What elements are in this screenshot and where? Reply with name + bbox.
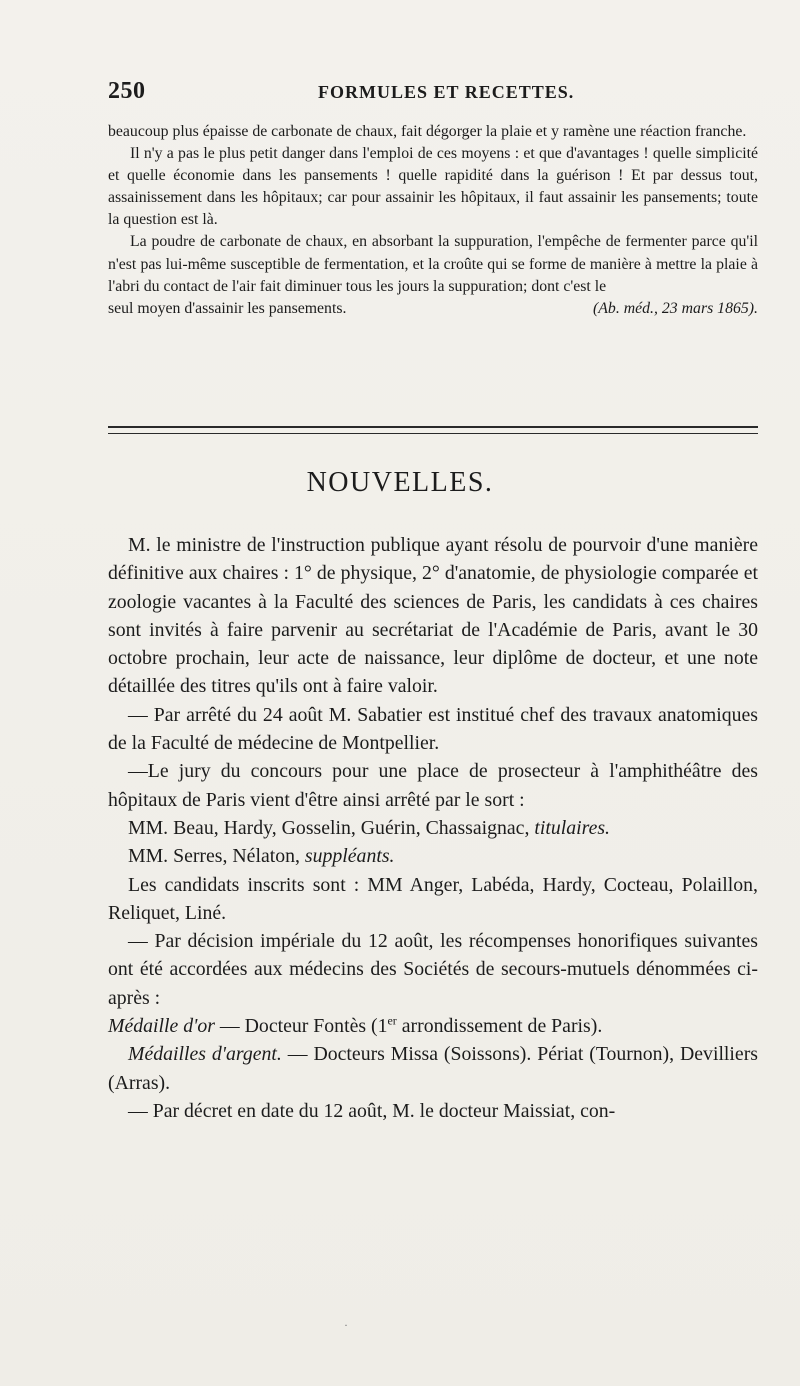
closing-line xyxy=(108,298,758,320)
medal-gold-text-a: — Docteur Fontès (1 xyxy=(214,1015,388,1038)
medal-silver-text: — Docteurs Missa (Soissons). Périat (Tournon), Devilliers (Arras). xyxy=(108,1043,758,1094)
news-paragraph: M. le ministre de l'instruction publique ayant résolu de pourvoir d'une manière définitive aux chaires : 1° de physique, 2° d'anatomie, de physiologie comparée et zoologie vacantes à la Faculté des sciences de Paris, les candidats à ces chaires sont invités à faire parvenir au secrétariat de l'Académie de Paris, avant le 30 octobre prochain, leur acte de naissance, leur diplôme de docteur, et une note détaillée des titres qu'ils ont à faire valoir. xyxy=(108,534,758,698)
jury-titulaires: MM. Beau, Hardy, Gosselin, Guérin, Chassaignac, xyxy=(128,816,535,839)
titulaires-label: titulaires. xyxy=(534,816,611,839)
news-paragraph xyxy=(108,1040,758,1097)
paragraph: beaucoup plus épaisse de carbonate de chaux, fait dégorger la plaie et y ramène une réaction franche. xyxy=(108,123,747,140)
news-paragraph: — Par décision impériale du 12 août, les récompenses honorifiques suivantes ont été accordées aux médecins des Sociétés de secours-mutuels dénommées ci-après : xyxy=(108,930,758,1009)
news-text-block xyxy=(108,531,758,1125)
news-paragraph: — Par arrêté du 24 août M. Sabatier est institué chef des travaux anatomiques de la Faculté de médecine de Montpellier. xyxy=(108,703,758,755)
ordinal-sup: er xyxy=(387,1013,397,1028)
jury-suppleants: MM. Serres, Nélaton, xyxy=(128,845,305,868)
news-paragraph: Les candidats inscrits sont : MM Anger, Labéda, Hardy, Cocteau, Polaillon, Reliquet, Liné. xyxy=(108,873,758,924)
suppleants-label: suppléants. xyxy=(304,845,395,868)
ink-speck: · xyxy=(344,1318,348,1332)
recipe-text-block xyxy=(108,121,758,320)
page-number: 250 xyxy=(108,78,146,104)
medal-silver-label: Médailles d'argent. xyxy=(128,1043,282,1066)
news-paragraph xyxy=(108,1012,758,1040)
medal-gold-text-b: arrondissement de Paris). xyxy=(396,1015,603,1038)
paragraph: La poudre de carbonate de chaux, en absorbant la suppuration, l'empêche de fermenter parce qu'il n'est pas lui-même susceptible de fermentation, et la croûte qui se forme de manière à mettre la plaie à l'abri du contact de l'air fait diminuer tous les jours la suppuration; dont c'est le xyxy=(108,233,758,295)
news-paragraph: —Le jury du concours pour une place de prosecteur à l'amphithéâtre des hôpitaux de Paris vient d'être ainsi arrêté par le sort : xyxy=(108,760,758,811)
section-divider xyxy=(108,426,758,434)
running-head xyxy=(108,78,708,110)
section-title: NOUVELLES. xyxy=(306,467,494,498)
closing-text: seul moyen d'assainir les pansements. xyxy=(108,299,347,317)
news-paragraph xyxy=(108,814,758,842)
running-title: FORMULES ET RECETTES. xyxy=(318,82,575,102)
medal-gold-label: Médaille d'or xyxy=(108,1015,215,1038)
citation: (Ab. méd., 23 mars 1865). xyxy=(593,299,758,317)
news-paragraph xyxy=(108,842,758,870)
news-paragraph: — Par décret en date du 12 août, M. le docteur Maissiat, con- xyxy=(128,1099,616,1122)
paragraph: Il n'y a pas le plus petit danger dans l'emploi de ces moyens : et que d'avantages ! quelle simplicité et quelle économie dans les pansements ! quelle rapidité dans la guérison ! Et par dessus tout, assainissement dans les hôpitaux; car pour assainir les hôpitaux, il faut assainir les pansements; toute la question est là. xyxy=(108,145,758,229)
